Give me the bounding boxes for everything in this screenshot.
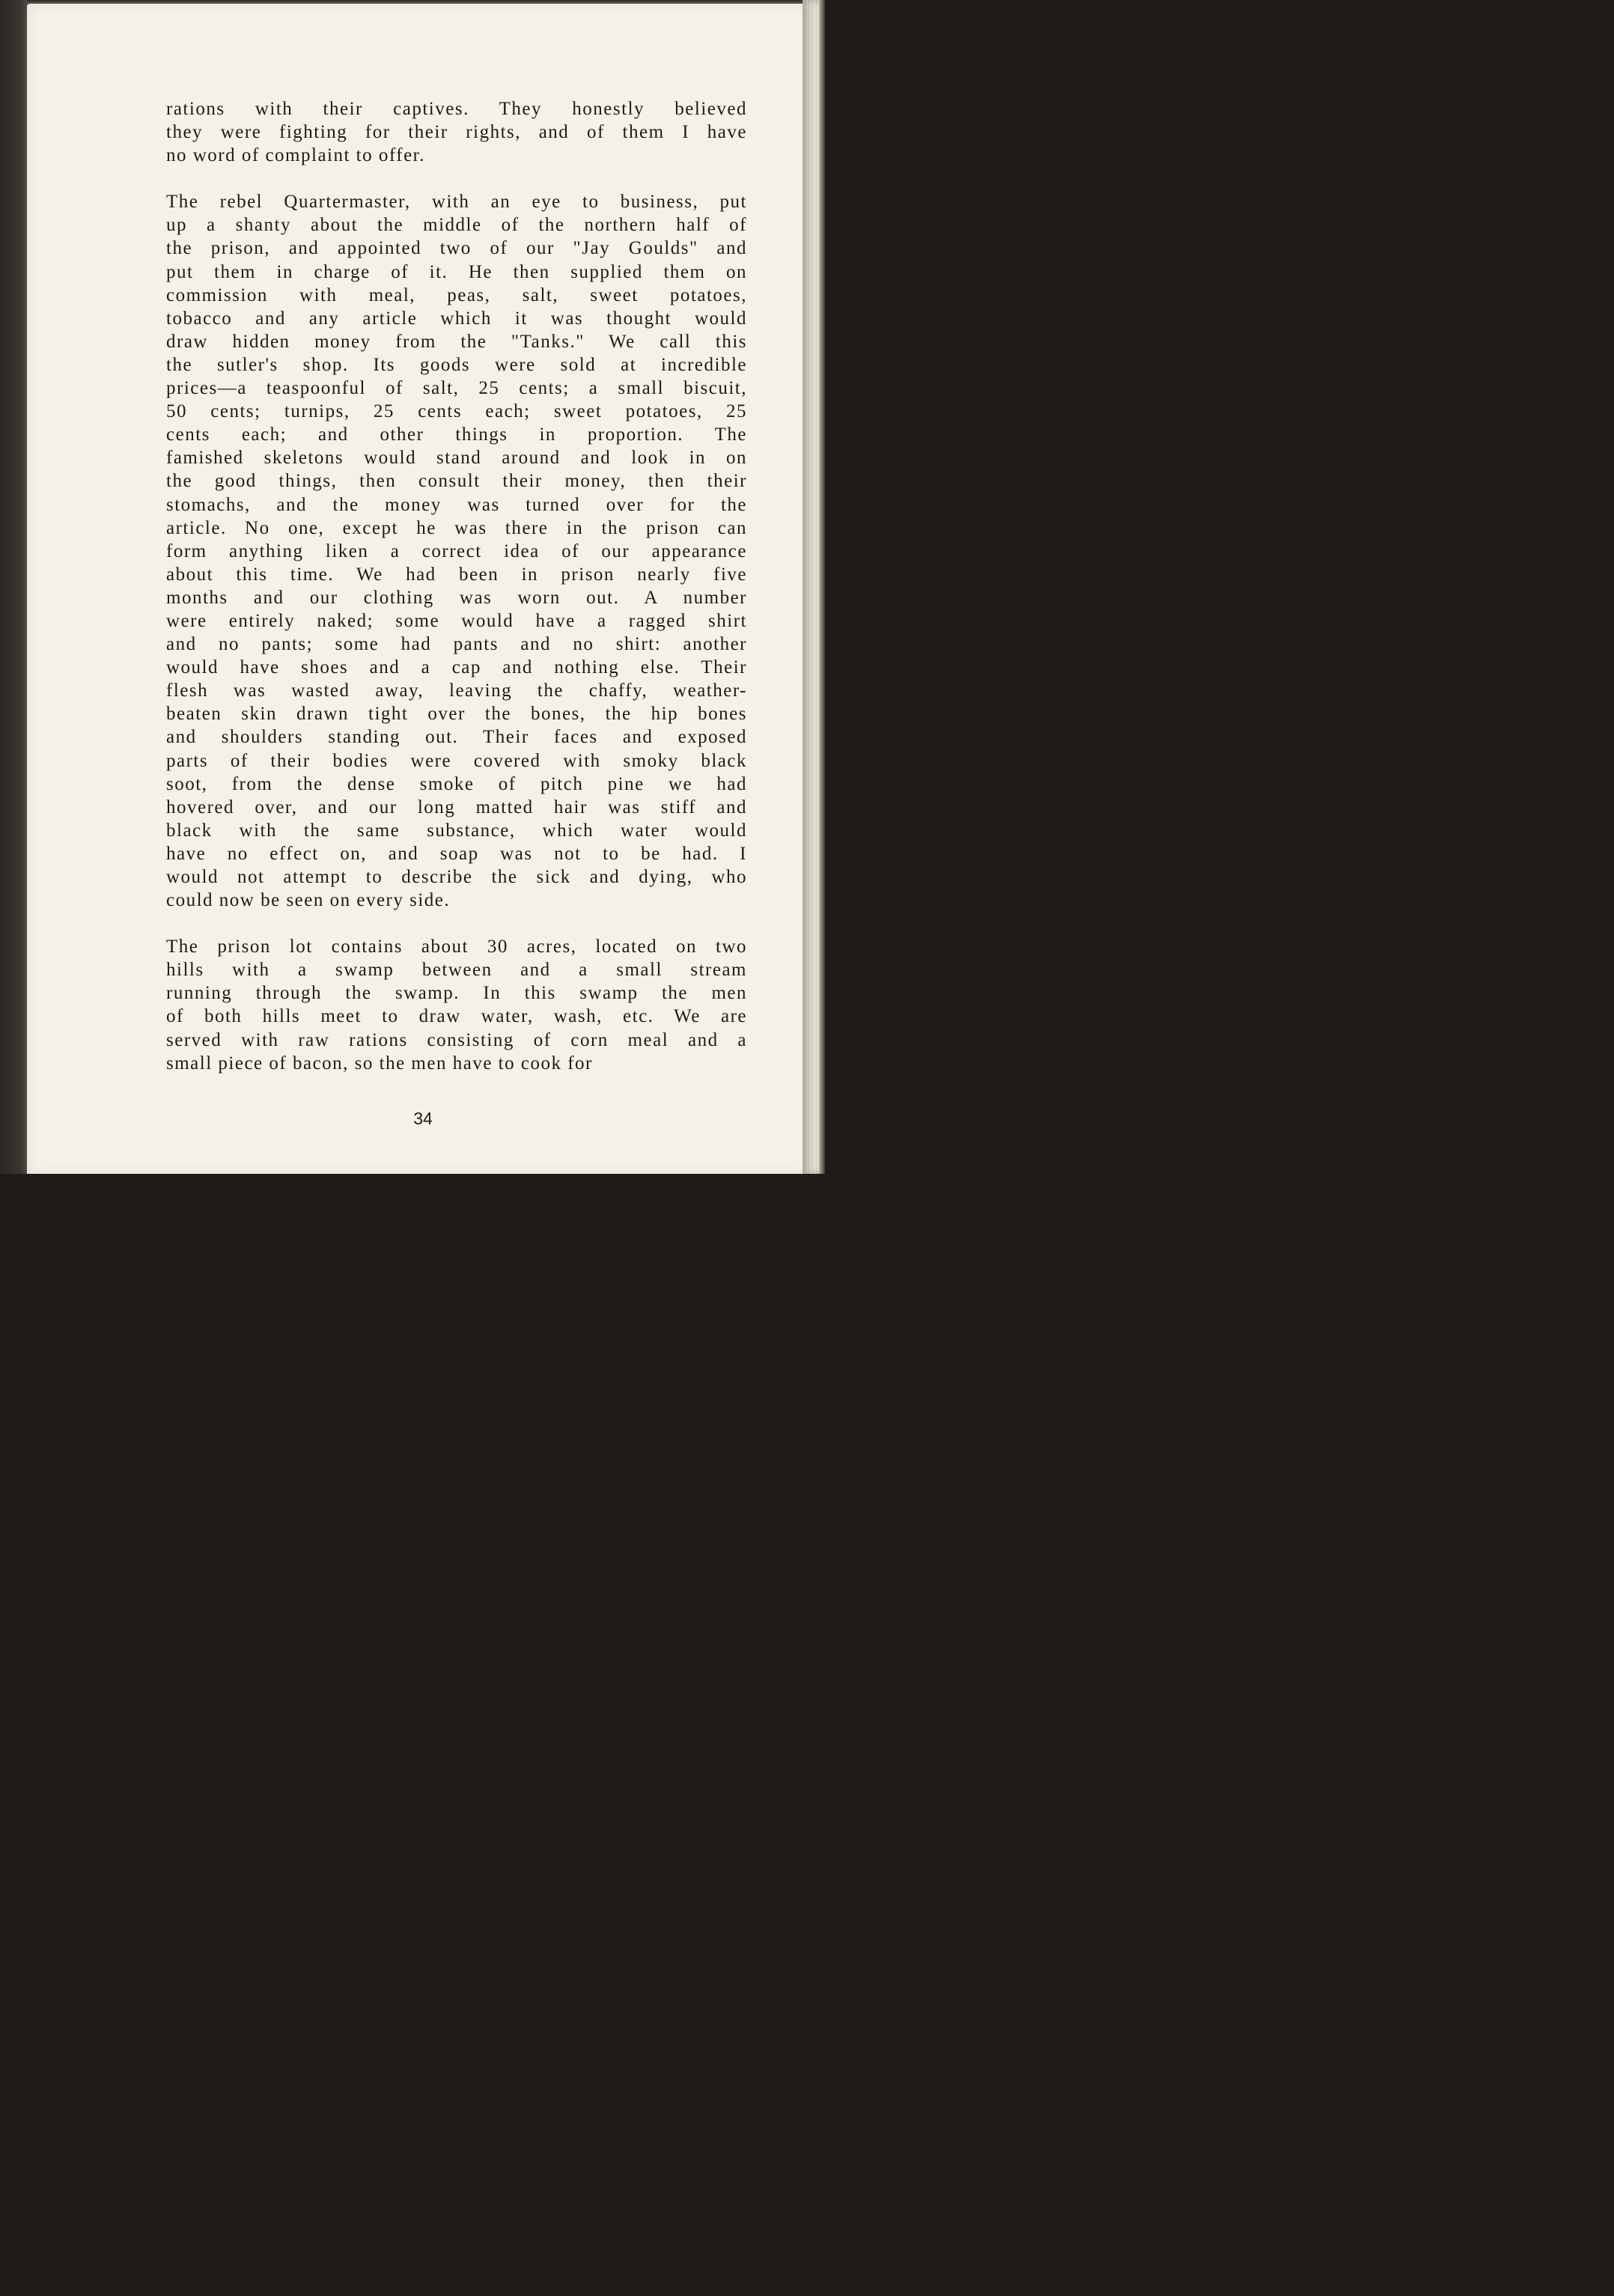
text-line: beaten skin drawn tight over the bones, the hip bones <box>166 704 747 725</box>
text-line: The prison lot contains about 30 acres, located on two <box>166 937 747 957</box>
scan-background-left <box>0 0 30 1174</box>
text-line: stomachs, and the money was turned over for the <box>166 494 747 515</box>
page-number: 34 <box>413 1109 433 1128</box>
text-line: flesh was wasted away, leaving the chaffy, weather- <box>166 680 747 701</box>
text-line: put them in charge of it. He then supplied them on <box>166 261 747 282</box>
text-line: form anything liken a correct idea of our appearance <box>166 540 747 561</box>
text-line: rations with their captives. They honestly believed <box>166 99 747 119</box>
text-line: have no effect on, and soap was not to be had. I <box>166 843 747 864</box>
text-line: famished skeletons would stand around and look in on <box>166 448 747 469</box>
text-line: they were fighting for their rights, and of them I have <box>166 122 747 143</box>
text-line: about this time. We had been in prison nearly five <box>166 564 747 585</box>
text-line: hovered over, and our long matted hair was stiff and <box>166 797 747 817</box>
text-line: and no pants; some had pants and no shirt: another <box>166 634 747 655</box>
text-line: the prison, and appointed two of our "Jay Goulds" and <box>166 238 747 259</box>
text-line: prices—a teaspoonful of salt, 25 cents; a small biscuit, <box>166 378 747 399</box>
text-line: would have shoes and a cap and nothing else. Their <box>166 657 747 678</box>
text-line: small piece of bacon, so the men have to cook for <box>166 1053 593 1074</box>
text-line: cents each; and other things in proportion. The <box>166 424 747 445</box>
text-line: tobacco and any article which it was thought would <box>166 308 747 329</box>
text-line: no word of complaint to offer. <box>166 145 425 166</box>
book-page <box>27 4 811 1174</box>
text-line: and shoulders standing out. Their faces and exposed <box>166 727 747 748</box>
text-line: commission with meal, peas, salt, sweet potatoes, <box>166 284 747 305</box>
text-line: were entirely naked; some would have a ragged shirt <box>166 610 747 631</box>
text-line: could now be seen on every side. <box>166 890 451 911</box>
text-line: The rebel Quartermaster, with an eye to business, put <box>166 192 747 213</box>
text-line: served with raw rations consisting of corn meal and a <box>166 1029 747 1050</box>
text-line: soot, from the dense smoke of pitch pine we had <box>166 773 747 794</box>
text-line: parts of their bodies were covered with smoky black <box>166 750 747 771</box>
text-line: would not attempt to describe the sick and dying, who <box>166 867 747 887</box>
book-fore-edge-shadow <box>819 0 825 1174</box>
body-text <box>166 97 747 1075</box>
text-line: black with the same substance, which water would <box>166 820 747 841</box>
text-line: article. No one, except he was there in the prison can <box>166 517 747 538</box>
paragraph-3 <box>166 935 747 1075</box>
text-line: 50 cents; turnips, 25 cents each; sweet potatoes, 25 <box>166 401 747 422</box>
text-line: the good things, then consult their money, then their <box>166 471 747 492</box>
paragraph-2 <box>166 190 747 912</box>
text-line: hills with a swamp between and a small stream <box>166 960 747 981</box>
text-line: up a shanty about the middle of the northern half of <box>166 215 747 236</box>
text-line: the sutler's shop. Its goods were sold at incredible <box>166 354 747 375</box>
text-line: running through the swamp. In this swamp the men <box>166 983 747 1004</box>
paragraph-1 <box>166 97 747 167</box>
text-line: draw hidden money from the "Tanks." We call this <box>166 331 747 352</box>
text-line: months and our clothing was worn out. A number <box>166 587 747 608</box>
text-line: of both hills meet to draw water, wash, etc. We are <box>166 1006 747 1027</box>
